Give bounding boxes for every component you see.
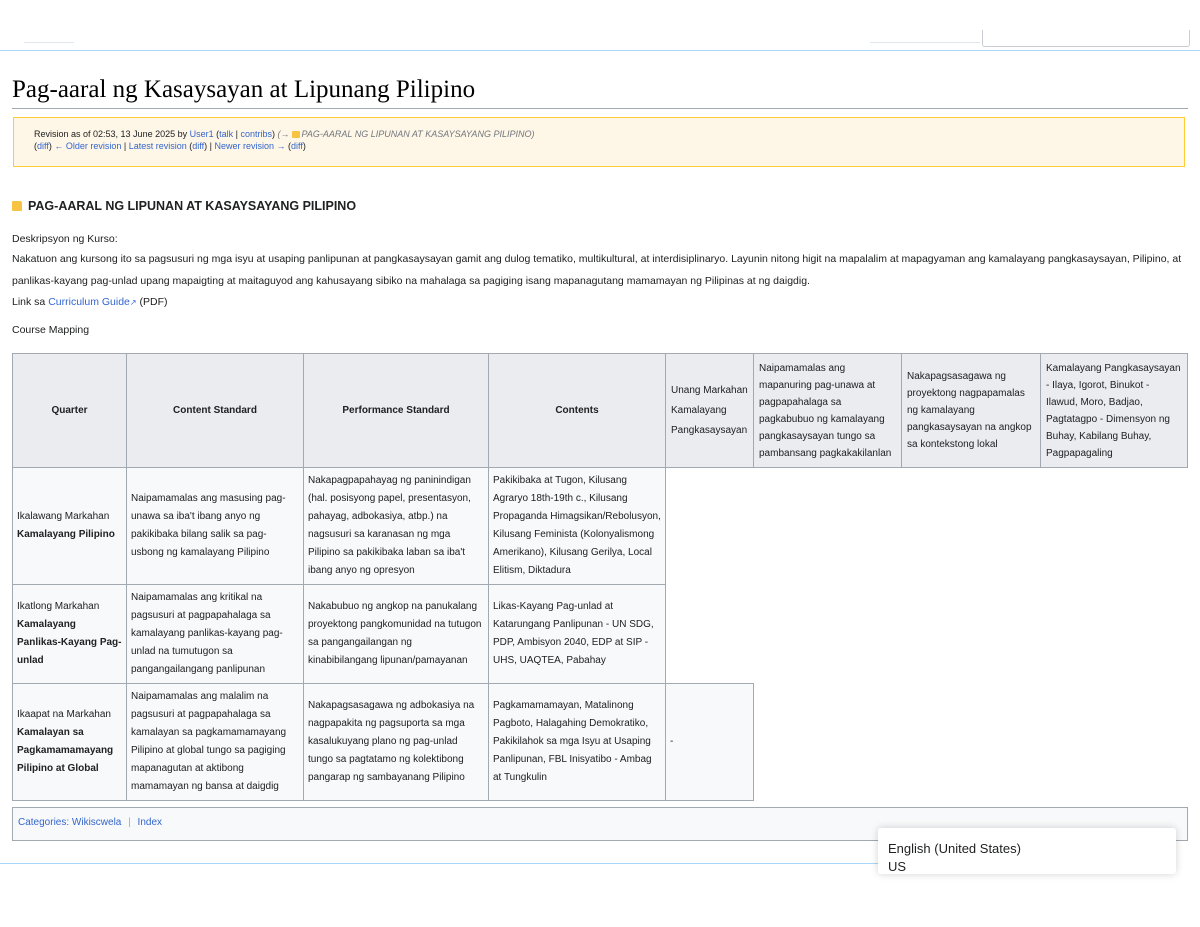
- quarter-title: Kamalayang Panlikas-Kayang Pag-unlad: [17, 619, 122, 666]
- content-standard-cell: Naipamamalas ang malalim na pagsusuri at pagpapahalaga sa kamalayan sa pagkamamamayang Pilipino at global tungo sa pagiging mapanagutan at aktibong mamamayan ng bansa at daigdig: [127, 684, 304, 801]
- quarter-cell: [13, 585, 127, 684]
- performance-standard-cell: Nakapagsasagawa ng adbokasiya na nagpapakita ng pagsuporta sa mga kasalukuyang plano ng pag-unlad tungo sa pagtatamo ng kolektibong pangarap ng sambayanang Pilipino: [304, 684, 489, 801]
- separator: |: [235, 129, 239, 139]
- revision-line-1: Revision as of 02:53, 13 June 2025 by User1 (talk | contribs) (→ PAG-AARAL NG LIPUNAN AT KASAYSAYANG PILIPINO): [34, 129, 535, 139]
- category-link[interactable]: Index: [137, 817, 163, 828]
- course-mapping-table: [12, 353, 1188, 801]
- revision-notice: [13, 117, 1185, 167]
- empty-cell: [666, 468, 1188, 585]
- diff-link[interactable]: diff: [192, 141, 205, 151]
- contribs-link[interactable]: contribs: [240, 129, 273, 139]
- top-header: [0, 0, 1200, 51]
- header-tab-stub: [24, 42, 74, 51]
- guide-prefix: Link sa: [12, 296, 46, 308]
- latest-revision-link[interactable]: Latest revision: [128, 141, 187, 151]
- summary-text: PAG-AARAL NG LIPUNAN AT KASAYSAYANG PILIPINO): [301, 129, 535, 139]
- performance-standard-cell: Nakapagpapahayag ng paninindigan (hal. posisyong papel, presentasyon, pahayag, adbokasiya, atbp.) na nagsusuri sa karanasan ng mga Pilipino sa pakikibaka laban sa iba't ibang anyo ng opresyon: [304, 468, 489, 585]
- diff-link[interactable]: diff: [37, 141, 49, 151]
- separator: |: [123, 141, 127, 151]
- curriculum-guide-link[interactable]: Curriculum Guide: [48, 296, 130, 308]
- revision-summary: [278, 129, 535, 139]
- language-popup[interactable]: [878, 828, 1176, 874]
- user-link[interactable]: User1: [189, 129, 214, 139]
- empty-cell: [754, 684, 1188, 801]
- quarter-label: Ikaapat na Markahan: [17, 709, 111, 720]
- folder-icon: [292, 131, 300, 138]
- talk-link[interactable]: talk: [219, 129, 234, 139]
- header-contents: Contents: [489, 354, 666, 468]
- content-standard-cell: Naipamamalas ang kritikal na pagsusuri at pagpapahalaga sa kamalayang panlikas-kayang pag-unlad na tumutugon sa pangangailangang panlipunan: [127, 585, 304, 684]
- separator: |: [209, 141, 212, 151]
- header-quarter: Quarter: [13, 354, 127, 468]
- language-name: English (United States): [888, 841, 1021, 856]
- quarter-label: Ikalawang Markahan: [17, 511, 110, 522]
- header-first-performance-standard: Nakapagsasagawa ng proyektong nagpapamalas ng kamalayang pangkasaysayan na angkop sa kontekstong lokal: [902, 354, 1041, 468]
- external-link-icon: ↗: [129, 298, 137, 307]
- header-first-quarter: Unang Markahan Kamalayang Pangkasaysayan: [666, 354, 754, 468]
- header-first-contents: Kamalayang Pangkasaysayan - Ilaya, Igorot, Binukot - Ilawud, Moro, Badjao, Pagtatagpo - Dimensyon ng Buhay, Kabilang Buhay, Pagpapagaling: [1041, 354, 1188, 468]
- quarter-title: Kamalayan sa Pagkamamamayang Pilipino at Global: [17, 727, 114, 774]
- older-revision-link[interactable]: ← Older revision: [54, 141, 122, 151]
- performance-standard-cell: Nakabubuo ng angkop na panukalang proyektong pangkomunidad na tutugon sa pangangailangan ng kinabibilangang lipunan/pamayanan: [304, 585, 489, 684]
- contents-cell: Likas-Kayang Pag-unlad at Katarungang Panlipunan - UN SDG, PDP, Ambisyon 2040, EDP at SIP - UHS, UAQTEA, Pabahay: [489, 585, 666, 684]
- header-content-standard: Content Standard: [127, 354, 304, 468]
- categories-link[interactable]: Categories:: [18, 817, 70, 828]
- empty-cell: [666, 585, 1188, 684]
- quarter-label: Ikatlong Markahan: [17, 601, 100, 612]
- header-tab-stub: [870, 42, 980, 51]
- folder-icon: [12, 201, 22, 211]
- revision-line-2: (diff) ← Older revision | Latest revision (diff) | Newer revision → (diff): [34, 141, 306, 151]
- section-heading: [12, 198, 356, 214]
- diff-link[interactable]: diff: [291, 141, 303, 151]
- arrow-text: (→: [277, 129, 290, 139]
- table-row: [13, 585, 1188, 684]
- description-text: Nakatuon ang kursong ito sa pagsusuri ng mga isyu at usaping panlipunan at pangkasaysayan gamit ang dulog tematiko, multikultural, at interdisiplinaryo. Layunin nitong higit na mapalalim at mapagyaman ang kamalayang pangkasaysayan, Pilipino, at panlikas-kayang pag-unlad upang mapaigting at maitaguyod ang kahusayang sibiko na mahalaga sa pagiging isang mapanagutang mamamayan ng Pilipinas at ng daigdig.: [12, 253, 1182, 287]
- section-heading-text: PAG-AARAL NG LIPUNAN AT KASAYSAYANG PILIPINO: [28, 199, 357, 213]
- guide-suffix: (PDF): [139, 296, 168, 308]
- search-input[interactable]: [982, 30, 1190, 47]
- header-performance-standard: Performance Standard: [304, 354, 489, 468]
- page-title: Pag-aaral ng Kasaysayan at Lipunang Pilipino: [12, 74, 1188, 109]
- footer-divider: [0, 863, 880, 864]
- header-first-content-standard: Naipamamalas ang mapanuring pag-unawa at pagpapahalaga sa pagkabubuo ng kamalayang pangkasaysayan tungo sa pambansang pagkakakilanlan: [754, 354, 902, 468]
- table-header-row: [13, 354, 1188, 468]
- course-mapping-label: Course Mapping: [12, 324, 90, 336]
- content-standard-cell: Naipamamalas ang masusing pag-unawa sa iba't ibang anyo ng pakikibaka bilang salik sa pag-usbong ng kamalayang Pilipino: [127, 468, 304, 585]
- extra-cell: -: [666, 684, 754, 801]
- category-link[interactable]: Wikiscwela: [71, 817, 122, 828]
- revision-text: Revision as of 02:53, 13 June 2025 by: [34, 129, 188, 139]
- quarter-cell: [13, 468, 127, 585]
- category-separator: |: [128, 817, 131, 828]
- newer-revision-link[interactable]: Newer revision →: [214, 141, 286, 151]
- contents-cell: Pakikibaka at Tugon, Kilusang Agraryo 18th-19th c., Kilusang Propaganda Himagsikan/Rebolusyon, Kilusang Feminista (Kolonyalismong Amerikano), Kilusang Gerilya, Local Elitism, Diktadura: [489, 468, 666, 585]
- curriculum-guide-line: [12, 291, 168, 314]
- contents-cell: Pagkamamamayan, Matalinong Pagboto, Halagahing Demokratiko, Pakikilahok sa mga Isyu at Usaping Panlipunan, FBL Inisyatibo - Ambag at Tungkulin: [489, 684, 666, 801]
- language-region: US: [888, 859, 907, 874]
- table-row: [13, 468, 1188, 585]
- quarter-cell: [13, 684, 127, 801]
- description-label: Deskripsyon ng Kurso:: [12, 233, 118, 245]
- quarter-title: Kamalayang Pilipino: [17, 529, 115, 540]
- table-row: [13, 684, 1188, 801]
